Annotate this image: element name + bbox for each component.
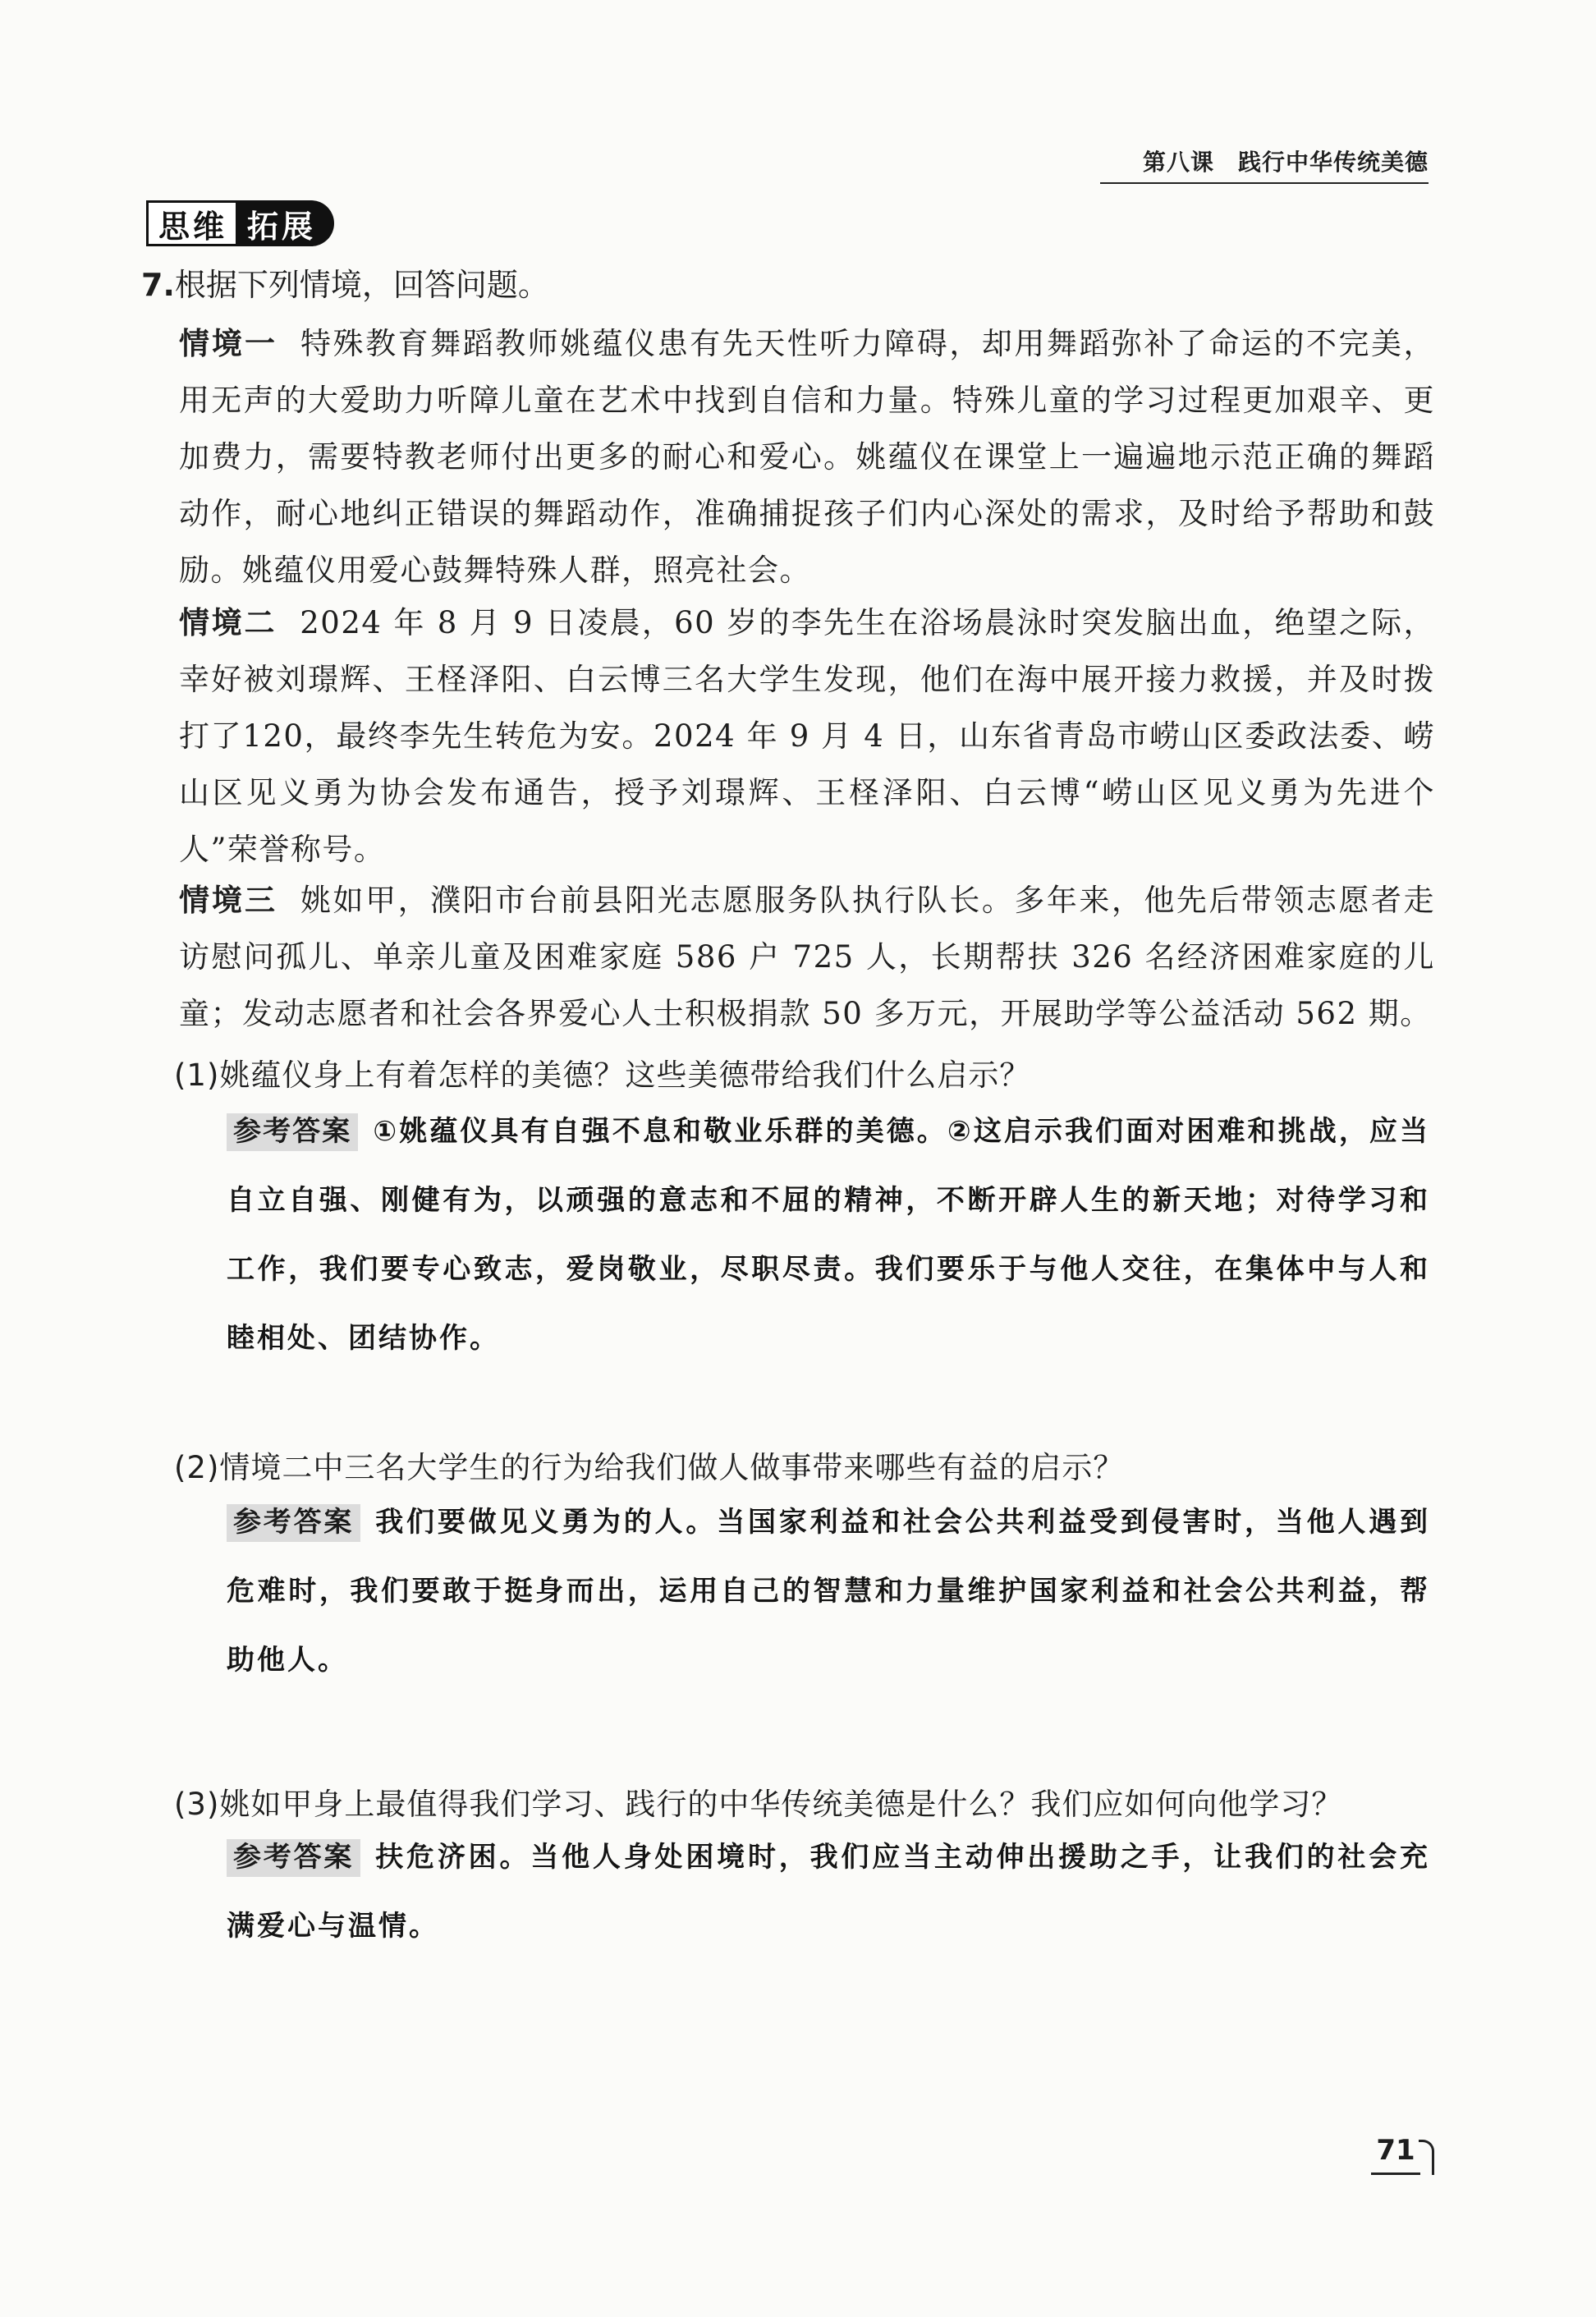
answer-tag: 参考答案 — [227, 1839, 360, 1877]
answer-text: 我们要做见义勇为的人。当国家利益和社会公共利益受到侵害时，当他人遇到危难时，我们要敢于挺身而出，运用自己的智慧和力量维护国家利益和社会公共利益，帮助他人。 — [227, 1506, 1431, 1677]
scenario-label: 情境三 — [179, 883, 278, 918]
answer-1 — [227, 1097, 1430, 1373]
scenario-text: 姚如甲，濮阳市台前县阳光志愿服务队执行队长。多年来，他先后带领志愿者走访慰问孤儿、单亲儿童及困难家庭 586 户 725 人，长期帮扶 326 名经济困难家庭的儿童；发动志愿者和社会各界爱心人士积极捐款 50 多万元，开展助学等公益活动 562 期。 — [179, 883, 1436, 1031]
answer-tag: 参考答案 — [227, 1504, 360, 1542]
answer-text: 扶危济困。当他人身处困境时，我们应当主动伸出援助之手，让我们的社会充满爱心与温情。 — [227, 1841, 1431, 1943]
question-prompt: 根据下列情境，回答问题。 — [174, 267, 549, 303]
section-badge-part2: 拓展 — [236, 200, 334, 246]
answer-text: ①姚蕴仪具有自强不息和敬业乐群的美德。②这启示我们面对困难和挑战，应当自立自强、刚健有为，以顽强的意志和不屈的精神，不断开辟人生的新天地；对待学习和工作，我们要专心致志，爱岗敬业，尽职尽责。我们要乐于与他人交往，在集体中与人和睦相处、团结协作。 — [227, 1115, 1431, 1355]
section-badge-part1: 思维 — [146, 200, 236, 246]
scenario-label: 情境一 — [179, 326, 278, 361]
answer-2 — [227, 1488, 1430, 1695]
scenario-2 — [179, 594, 1435, 878]
scenario-3 — [179, 872, 1435, 1042]
scenario-text: 2024 年 8 月 9 日凌晨，60 岁的李先生在浴场晨泳时突发脑出血，绝望之际，幸好被刘璟辉、王柽泽阳、白云博三名大学生发现，他们在海中展开接力救援，并及时拨打了120，最终李先生转危为安。2024 年 9 月 4 日，山东省青岛市崂山区委政法委、崂山区见义勇为协会发布通告，授予刘璟辉、王柽泽阳、白云博“崂山区见义勇为先进个人”荣誉称号。 — [179, 605, 1436, 867]
page-number: 71 — [1371, 2128, 1420, 2175]
section-badge — [146, 200, 334, 246]
page-number-bracket — [1419, 2140, 1434, 2175]
subquestion-1: (1)姚蕴仪身上有着怎样的美德？这些美德带给我们什么启示？ — [174, 1058, 1031, 1093]
subquestion-2: (2)情境二中三名大学生的行为给我们做人做事带来哪些有益的启示？ — [174, 1450, 1125, 1485]
subquestion-3: (3)姚如甲身上最值得我们学习、践行的中华传统美德是什么？我们应如何向他学习？ — [174, 1787, 1343, 1822]
answer-3 — [227, 1823, 1430, 1961]
question-number: 7. — [141, 267, 175, 303]
answer-tag: 参考答案 — [227, 1113, 358, 1151]
chapter-header: 第八课 践行中华传统美德 — [1100, 145, 1429, 184]
question-title — [141, 259, 549, 305]
scenario-text: 特殊教育舞蹈教师姚蕴仪患有先天性听力障碍，却用舞蹈弥补了命运的不完美，用无声的大爱助力听障儿童在艺术中找到自信和力量。特殊儿童的学习过程更加艰辛、更加费力，需要特教老师付出更多的耐心和爱心。姚蕴仪在课堂上一遍遍地示范正确的舞蹈动作，耐心地纠正错误的舞蹈动作，准确捕捉孩子们内心深处的需求，及时给予帮助和鼓励。姚蕴仪用爱心鼓舞特殊人群，照亮社会。 — [179, 326, 1436, 588]
scenario-1 — [179, 315, 1435, 599]
scenario-label: 情境二 — [179, 605, 277, 640]
